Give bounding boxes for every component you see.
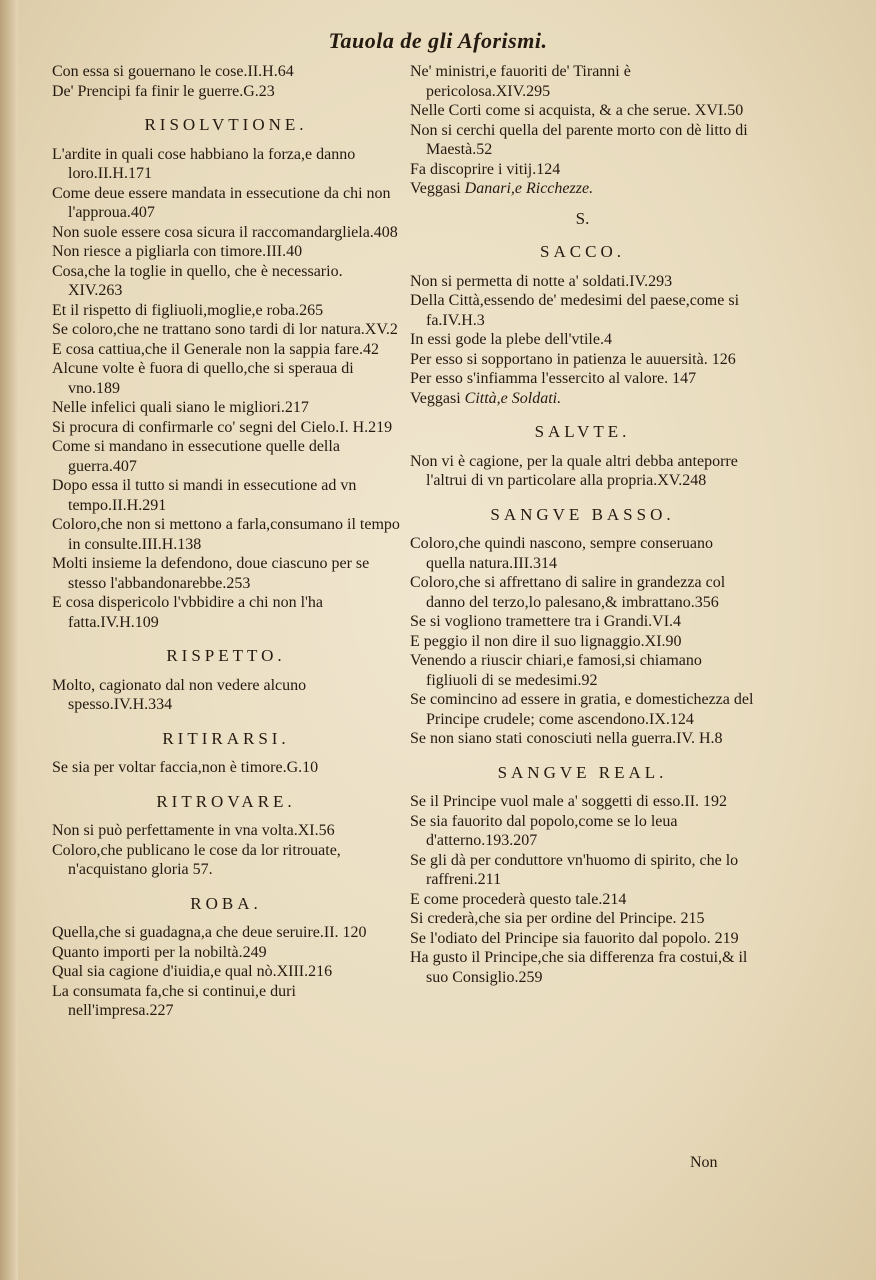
- index-entry: Quella,che si guadagna,a che deue seruire.II. 120: [52, 924, 367, 941]
- index-entry: Come si mandano in essecutione quelle della guerra.407: [52, 438, 340, 475]
- index-entry: E come procederà questo tale.214: [410, 890, 627, 908]
- index-entry: Se si vogliono tramettere tra i Grandi.VI.4: [410, 613, 682, 630]
- index-entry: E cosa dispericolo l'vbbidire a chi non l'ha fatta.IV.H.109: [52, 594, 324, 631]
- index-entry: Fa discoprire i vitij.124: [410, 160, 561, 178]
- cross-reference: Veggasi Danari,e Ricchezze.: [410, 180, 594, 197]
- index-entry: Se coloro,che ne trattano sono tardi di lor natura.XV.2: [52, 321, 398, 338]
- right-column: [410, 62, 755, 987]
- index-entry: Molti insieme la defendono, doue ciascuno per se stesso l'abbandonarebbe.253: [52, 555, 370, 592]
- index-entry: Della Città,essendo de' medesimi del paese,come si fa.IV.H.3: [410, 292, 740, 329]
- index-entry: Non si permetta di notte a' soldati.IV.293: [410, 272, 673, 290]
- index-entry: Qual sia cagione d'iuidia,e qual nò.XIII.216: [52, 963, 333, 980]
- index-entry: La consumata fa,che si continui,e duri nell'impresa.227: [52, 982, 296, 1019]
- left-column: [52, 62, 400, 1021]
- section-heading-salute: SALVTE.: [534, 422, 631, 441]
- section-heading-sangue-real: SANGVE REAL.: [497, 762, 668, 782]
- index-entry: Come deue essere mandata in essecutione da chi non l'approua.407: [52, 184, 391, 221]
- page-title: Tauola de gli Aforismi.: [328, 28, 548, 53]
- index-entry: Se sia fauorito dal popolo,come se lo leua d'atterno.193.207: [410, 812, 678, 849]
- index-entry: Cosa,che la toglie in quello, che è necessario. XIV.263: [52, 262, 343, 299]
- index-entry: Quanto importi per la nobiltà.249: [52, 943, 267, 961]
- section-heading-ritirarsi: RITIRARSI.: [162, 728, 290, 748]
- index-entry: Si crederà,che sia per ordine del Principe. 215: [410, 910, 705, 927]
- index-entry: In essi gode la plebe dell'vtile.4: [410, 331, 612, 348]
- index-entry: Ha gusto il Principe,che sia differenza fra costui,& il suo Consiglio.259: [410, 949, 748, 986]
- index-entry: Per esso s'infiamma l'essercito al valore. 147: [410, 370, 697, 387]
- index-entry: Non vi è cagione, per la quale altri debba anteporre l'altrui di vn particolare alla propria.XV.248: [410, 452, 738, 489]
- index-entry: Non si cerchi quella del parente morto con dè litto di Maestà.52: [410, 121, 748, 158]
- letter-heading: S.: [575, 208, 590, 228]
- index-entry: Non riesce a pigliarla con timore.III.40: [52, 243, 303, 260]
- index-entry: Coloro,che non si mettono a farla,consumano il tempo in consulte.III.H.138: [52, 516, 400, 553]
- index-entry: Non suole essere cosa sicura il raccomandargliela.408: [52, 223, 398, 241]
- index-entry: E cosa cattiua,che il Generale non la sappia fare.42: [52, 340, 379, 358]
- index-entry: Dopo essa il tutto si mandi in essecutione ad vn tempo.II.H.291: [52, 477, 357, 514]
- index-entry: L'ardite in quali cose habbiano la forza,e danno loro.II.H.171: [52, 145, 356, 182]
- index-entry: Nelle Corti come si acquista, & a che serue. XVI.50: [410, 102, 744, 119]
- index-entry: Alcune volte è fuora di quello,che si speraua di vno.189: [52, 360, 354, 397]
- index-entry: Se comincino ad essere in gratia, e domestichezza del Principe crudele; come ascendono.IX.124: [410, 691, 754, 728]
- index-entry: E peggio il non dire il suo lignaggio.XI.90: [410, 632, 682, 650]
- index-entry: Se non siano stati conosciuti nella guerra.IV. H.8: [410, 730, 723, 747]
- index-entry: Se gli dà per conduttore vn'huomo di spirito, che lo raffreni.211: [410, 851, 739, 888]
- index-entry: Ne' ministri,e fauoriti de' Tiranni è pericolosa.XIV.295: [410, 63, 631, 100]
- catchword: Non: [690, 1154, 718, 1171]
- index-entry: Molto, cagionato dal non vedere alcuno spesso.IV.H.334: [52, 676, 307, 713]
- section-heading-sangue-basso: SANGVE BASSO.: [490, 504, 675, 524]
- index-entry: Venendo a riuscir chiari,e famosi,si chiamano figliuoli di se medesimi.92: [410, 652, 702, 689]
- index-entry: Se sia per voltar faccia,non è timore.G.10: [52, 759, 319, 776]
- section-heading-ritrovare: RITROVARE.: [156, 791, 296, 811]
- index-entry: Si procura di confirmarle co' segni del Cielo.I. H.219: [52, 418, 393, 436]
- section-heading-risolutione: RISOLVTIONE.: [144, 115, 308, 134]
- cross-reference: Veggasi Città,e Soldati.: [410, 389, 562, 407]
- page-gutter-shadow: [0, 0, 18, 1280]
- index-entry: Non si può perfettamente in vna volta.XI.56: [52, 822, 335, 839]
- index-entry: Nelle infelici quali siano le migliori.217: [52, 399, 309, 416]
- index-entry: Coloro,che si affrettano di salire in grandezza col danno del terzo,lo palesano,& imbrattano.356: [410, 574, 726, 611]
- index-entry: Se il Principe vuol male a' soggetti di esso.II. 192: [410, 793, 728, 810]
- index-entry: Con essa si gouernano le cose.II.H.64: [52, 63, 294, 80]
- index-entry: De' Prencipi fa finir le guerre.G.23: [52, 82, 275, 100]
- section-heading-rispetto: RISPETTO.: [166, 646, 286, 665]
- section-heading-sacco: SACCO.: [540, 242, 625, 261]
- index-entry: Coloro,che quindi nascono, sempre conseruano quella natura.III.314: [410, 535, 714, 572]
- index-entry: Se l'odiato del Principe sia fauorito dal popolo. 219: [410, 929, 739, 947]
- index-entry: Coloro,che publicano le cose da lor ritrouate, n'acquistano gloria 57.: [52, 841, 341, 878]
- section-heading-roba: ROBA.: [190, 893, 262, 913]
- index-entry: Et il rispetto di figliuoli,moglie,e roba.265: [52, 301, 324, 319]
- index-entry: Per esso si sopportano in patienza le auuersità. 126: [410, 350, 736, 368]
